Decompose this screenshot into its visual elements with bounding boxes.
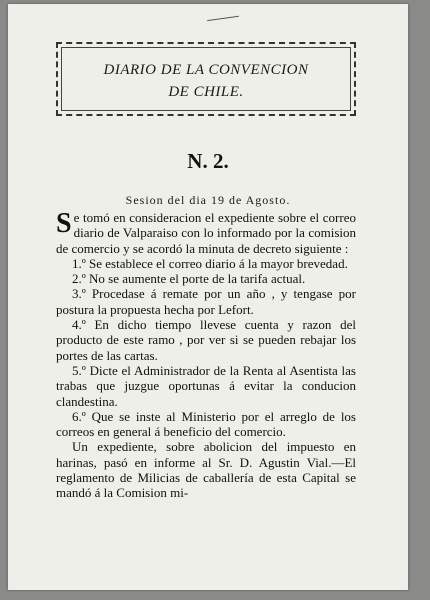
paragraph: 1.º Se establece el correo diario á la mayor brevedad. <box>72 255 348 271</box>
newspaper-page <box>8 4 408 590</box>
paragraph: 6.º Que se inste al Ministerio por el arreglo de los correos en general á beneficio del comercio. <box>56 408 356 440</box>
pencil-mark <box>205 2 239 21</box>
article-body <box>56 210 356 501</box>
drop-cap: S <box>56 208 72 239</box>
masthead-frame <box>56 42 356 116</box>
paragraph: 2.º No se aumente el porte de la tarifa actual. <box>72 271 306 287</box>
paragraph-text: e tomó en consideracion el expediente sobre el correo diario de Valparaiso con lo informado por la comision de comercio y se acordó la minuta de decreto siguiente : <box>56 210 356 256</box>
paragraph: 4.º En dicho tiempo llevese cuenta y razon del producto de este ramo , por ver si se pueden rebajar los portes de las cartas. <box>56 317 356 363</box>
paragraph: 5.º Dicte el Administrador de la Renta al Asentista las trabas que juzgue oportunas á evitar la conducion clandestina. <box>56 362 356 409</box>
masthead-title: DIARIO DE LA CONVENCION <box>103 62 309 78</box>
session-heading: Sesion del dia 19 de Agosto. <box>125 193 291 207</box>
masthead-subtitle: DE CHILE. <box>168 84 244 100</box>
paragraph <box>56 210 356 256</box>
paragraph: 3.º Procedase á remate por un año , y tengase por postura la propuesta hecha por Lefort. <box>56 286 356 317</box>
issue-number: N. 2. <box>187 149 229 173</box>
paragraph: Un expediente, sobre abolicion del impuesto en harinas, pasó en informe al Sr. D. Agustin Vial.—El reglamento de Milicias de caballería de esta Capital se mandó á la Comision mi- <box>56 439 356 501</box>
